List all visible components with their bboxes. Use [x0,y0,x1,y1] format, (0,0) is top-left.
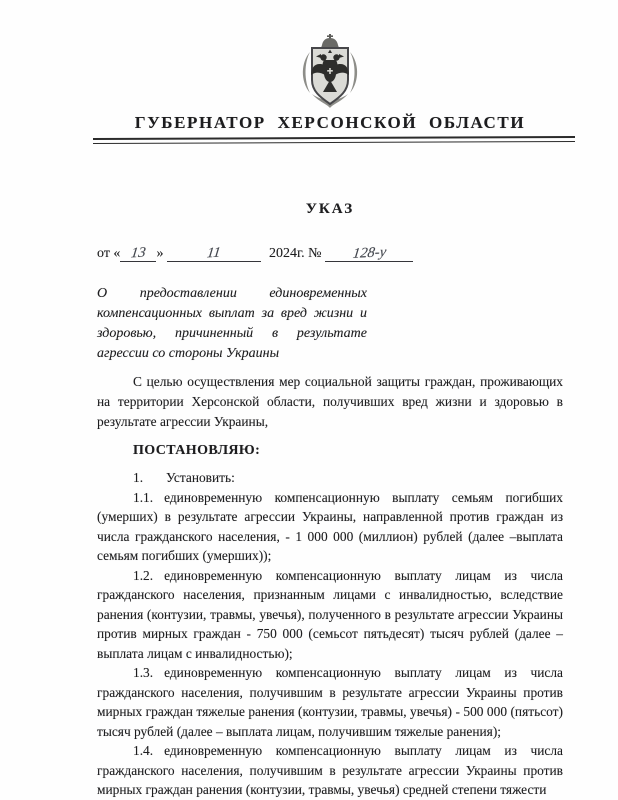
item-1-3 [97,663,563,741]
item-1-2 [97,566,563,664]
handwritten-day: 13 [130,244,147,262]
item-text: единовременную компенсационную выплату лицам из числа гражданского населения, признанным лицами с инвалидностью, вследствие ранения (контузии, травмы, увечья), полученного в результате агрессии Украины против мирных граждан - 750 000 (семьсот пятьдесят) тысяч рублей (далее – выплата лицам с инвалидностью); [97,567,563,661]
day-blank [120,246,156,262]
preamble-paragraph: С целью осуществления мер социальной защиты граждан, проживающих на территории Херсонской области, получивших вред жизни и здоровью в результате агрессии Украины, [97,374,563,429]
item-text: единовременную компенсационную выплату лицам из числа гражданского населения, получившим в результате агрессии Украины против мирных граждан ранения (контузии, травмы, увечья) средней степени тяжести [97,743,563,797]
header-divider [93,136,575,144]
resolution-heading: ПОСТАНОВЛЯЮ: [133,443,261,458]
date-prefix: от « [97,246,121,261]
item-number: 1.4. [133,743,154,758]
item-1-4 [97,741,563,800]
handwritten-number: 128-у [351,244,388,262]
month-blank [167,246,261,262]
item-number: 1.1. [133,489,154,505]
item-number: 1.2. [133,567,154,583]
item-text: Установить: [166,470,235,485]
item-1-1 [97,488,563,566]
number-blank [325,246,413,262]
date-and-number-line [97,246,563,262]
year-and-number-label: 2024г. № [268,246,322,261]
item-text: единовременную компенсационную выплату лицам из числа гражданского населения, получившим в результате агрессии Украины против мирных граждан тяжелые ранения (контузии, травмы, увечья) - 500 000 (пятьсот) тысяч рублей (далее – выплата лицам, получившим тяжелые ранения); [97,665,563,739]
item-number: 1. [133,470,144,485]
item-1 [97,468,563,488]
handwritten-month: 11 [206,244,222,262]
item-text: единовременную компенсационную выплату семьям погибших (умерших) в результате агрессии Украины, направленной против граждан из числа гражданского населения, - 1 000 000 (миллион) рублей (далее –выплата семьям погибших (умерших)); [97,489,563,563]
item-number: 1.3. [133,665,154,680]
coat-of-arms-icon [97,34,563,110]
document-type-title: УКАЗ [305,201,355,217]
decree-subject: О предоставлении единовременных компенсационных выплат за вред жизни и здоровью, причиненный в результате агрессии со стороны Украины [97,286,367,361]
issuing-authority-title: ГУБЕРНАТОР ХЕРСОНСКОЙ ОБЛАСТИ [134,113,526,132]
closing-quote: » [156,246,164,261]
